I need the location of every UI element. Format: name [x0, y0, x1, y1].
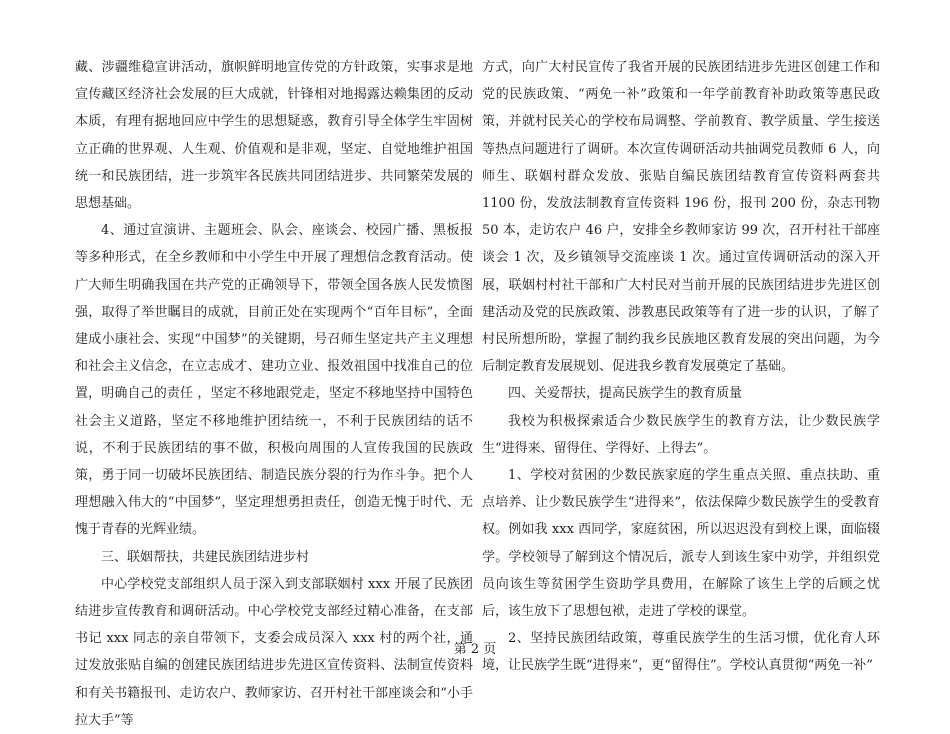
paragraph: 方式，向广大村民宣传了我省开展的民族团结进步先进区创建工作和党的民族政策、“两免一补”政策和一年学前教育补助政策等惠民政策，并就村民关心的学校布局调整、学前教育、教学质量、学生接送等热点问题进行了调研。本次宣传调研活动共抽调党员教师 6 人，向师生、联姻村群众发放、张贴自编民族团结教育宣传资料两套共 1100 份，发放法制教育宣传资料 196 份，报刊 200 份，杂志刊物 50 本，走访农户 46 户，安排全乡教师家访 99 次，召开村社干部座谈会 1 次，及乡镇领导交流座谈 1 次。通过宣传调研活动的深入开展，联姻村村社干部和广大村民对当前开展的民族团结进步先进区创建活动及党的民族政策、涉教惠民政策等有了进一步的认识，了解了村民所想所盼，掌握了制约我乡民族地区教育发展的突出问题，为今后制定教育发展规划、促进我乡教育发展奠定了基础。 — [482, 60, 880, 375]
right-text-column — [482, 54, 880, 680]
page-number: 第 2 页 — [453, 642, 497, 657]
left-text-column — [75, 54, 473, 734]
paragraph: 我校为积极探索适合少数民族学生的教育方法，让少数民族学生“进得来、留得住、学得好、上得去”。 — [482, 413, 880, 456]
paragraph: 4、通过宣演讲、主题班会、队会、座谈会、校园广播、黑板报等多种形式，在全乡教师和中小学生中开展了理想信念教育活动。使广大师生明确我国在共产党的正确领导下，带领全国各族人民发愤图强，取得了举世瞩目的成就，目前正处在实现两个“百年目标”，全面建成小康社会、实现“中国梦”的关键期，号召师生坚定共产主义理想和社会主义信念，在立志成才、建功立业、报效祖国中找准自己的位置，明确自己的责任 ，坚定不移地跟党走，坚定不移地坚持中国特色社会主义道路，坚定不移地维护团结统一，不利于民族团结的话不说，不利于民族团结的事不做，积极向周围的人宣传我国的民族政策，勇于同一切破坏民族团结、制造民族分裂的行为作斗争。把个人理想融入伟大的“中国梦”，坚定理想勇担责任，创造无愧于时代、无愧于青春的光辉业绩。 — [75, 223, 473, 538]
paragraph: 中心学校党支部组织人员于深入到支部联姻村 xxx 开展了民族团结进步宣传教育和调研活动。中心学校党支部经过精心准备，在支部书记 xxx 同志的亲自带领下，支委会成员深入 xxx 村的两个社，通过发放张贴自编的创建民族团结进步先进区宣传资料、法制宣传资料和有关书籍报刊、走访农户、教师家访、召开村社干部座谈会和“小手拉大手”等 — [75, 576, 473, 728]
section-heading: 三、联姻帮扶，共建民族团结进步村 — [101, 549, 310, 565]
section-heading: 四、关爱帮扶，提高民族学生的教育质量 — [508, 386, 743, 402]
paragraph: 1、学校对贫困的少数民族家庭的学生重点关照、重点扶助、重点培养、让少数民族学生“进得来”，依法保障少数民族学生的受教育权。例如我 xxx 西同学，家庭贫困，所以迟迟没有到校上课，面临辍学。学校领导了解到这个情况后，派专人到该生家中劝学，并组织党员向该生等贫困学生资助学具费用，在解除了该生上学的后顾之忧后，该生放下了思想包袱，走进了学校的课堂。 — [482, 468, 880, 620]
paragraph: 藏、涉疆维稳宣讲活动，旗帜鲜明地宣传党的方针政策，实事求是地宣传藏区经济社会发展的巨大成就，针锋相对地揭露达赖集团的反动本质，有理有据地回应中学生的思想疑惑，教育引导全体学生牢固树立正确的世界观、人生观、价值观和是非观，坚定、自觉地维护祖国统一和民族团结，进一步筑牢各民族共同团结进步、共同繁荣发展的思想基础。 — [75, 60, 473, 212]
paragraph: 2、坚持民族团结政策，尊重民族学生的生活习惯，优化育人环境，让民族学生既“进得来”，更“留得住”。学校认真贯彻“两免一补” — [482, 631, 880, 674]
